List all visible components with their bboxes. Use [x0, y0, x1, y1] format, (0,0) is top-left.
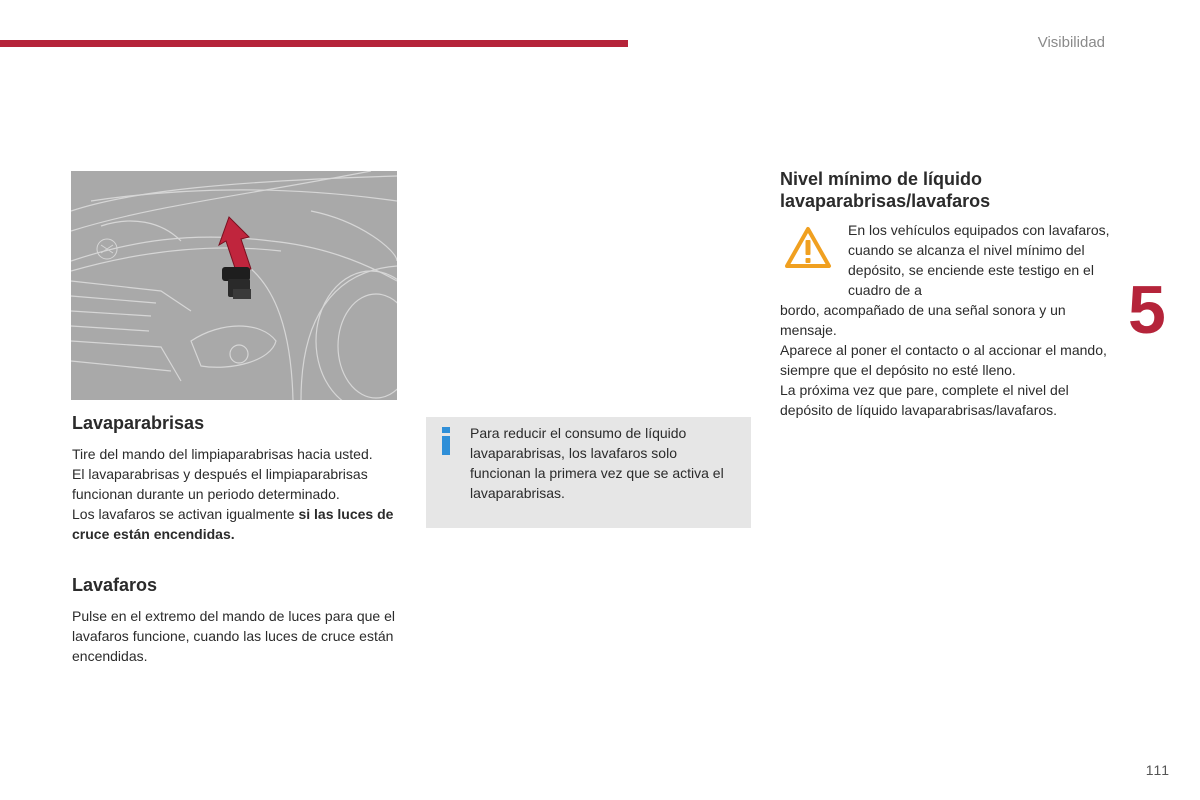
lavaparabrisas-text-3 [72, 504, 402, 544]
warning-row [780, 220, 1110, 300]
lavaparabrisas-heading: Lavaparabrisas [72, 413, 205, 433]
car-hood-drawing [71, 171, 397, 400]
right-column [780, 168, 1110, 420]
nivel-heading: Nivel mínimo de líquido lavaparabrisas/lavafaros [780, 169, 991, 211]
lavafaros-text: Pulse en el extremo del mando de luces para que el lavafaros funcione, cuando las luces de cruce están encendidas. [72, 608, 395, 664]
car-hood-illustration [71, 171, 397, 400]
header-accent-bar [0, 40, 628, 47]
info-box [426, 417, 751, 528]
nivel-text-continued: bordo, acompañado de una señal sonora y un mensaje. [780, 302, 1066, 338]
lavaparabrisas-text-2: El lavaparabrisas y después el limpiaparabrisas funcionan durante un periodo determinado. [72, 466, 368, 502]
nivel-text-2: Aparece al poner el contacto o al accionar el mando, siempre que el depósito no esté lleno. [780, 342, 1107, 378]
lavaparabrisas-text-3-bold: si las luces de cruce están encendidas. [72, 506, 394, 542]
lavafaros-heading: Lavafaros [72, 575, 158, 595]
lavaparabrisas-text-3-normal: Los lavafaros se activan igualmente [72, 506, 299, 522]
info-icon [440, 427, 452, 455]
left-column [72, 412, 402, 666]
nivel-text-3: La próxima vez que pare, complete el nivel del depósito de líquido lavaparabrisas/lavafaros. [780, 382, 1069, 418]
page-number: 111 [1145, 762, 1170, 778]
chapter-number: 5 [1128, 272, 1166, 348]
warning-triangle-icon [784, 226, 832, 270]
warning-text: En los vehículos equipados con lavafaros, cuando se alcanza el nivel mínimo del depósito, se enciende este testigo en el cuadro de a [848, 222, 1110, 298]
lavaparabrisas-text-1: Tire del mando del limpiaparabrisas hacia usted. [72, 446, 373, 462]
section-title: Visibilidad [1037, 34, 1105, 51]
info-text: Para reducir el consumo de líquido lavaparabrisas, los lavafaros solo funcionan la primera vez que se activa el lavaparabrisas. [470, 425, 724, 501]
